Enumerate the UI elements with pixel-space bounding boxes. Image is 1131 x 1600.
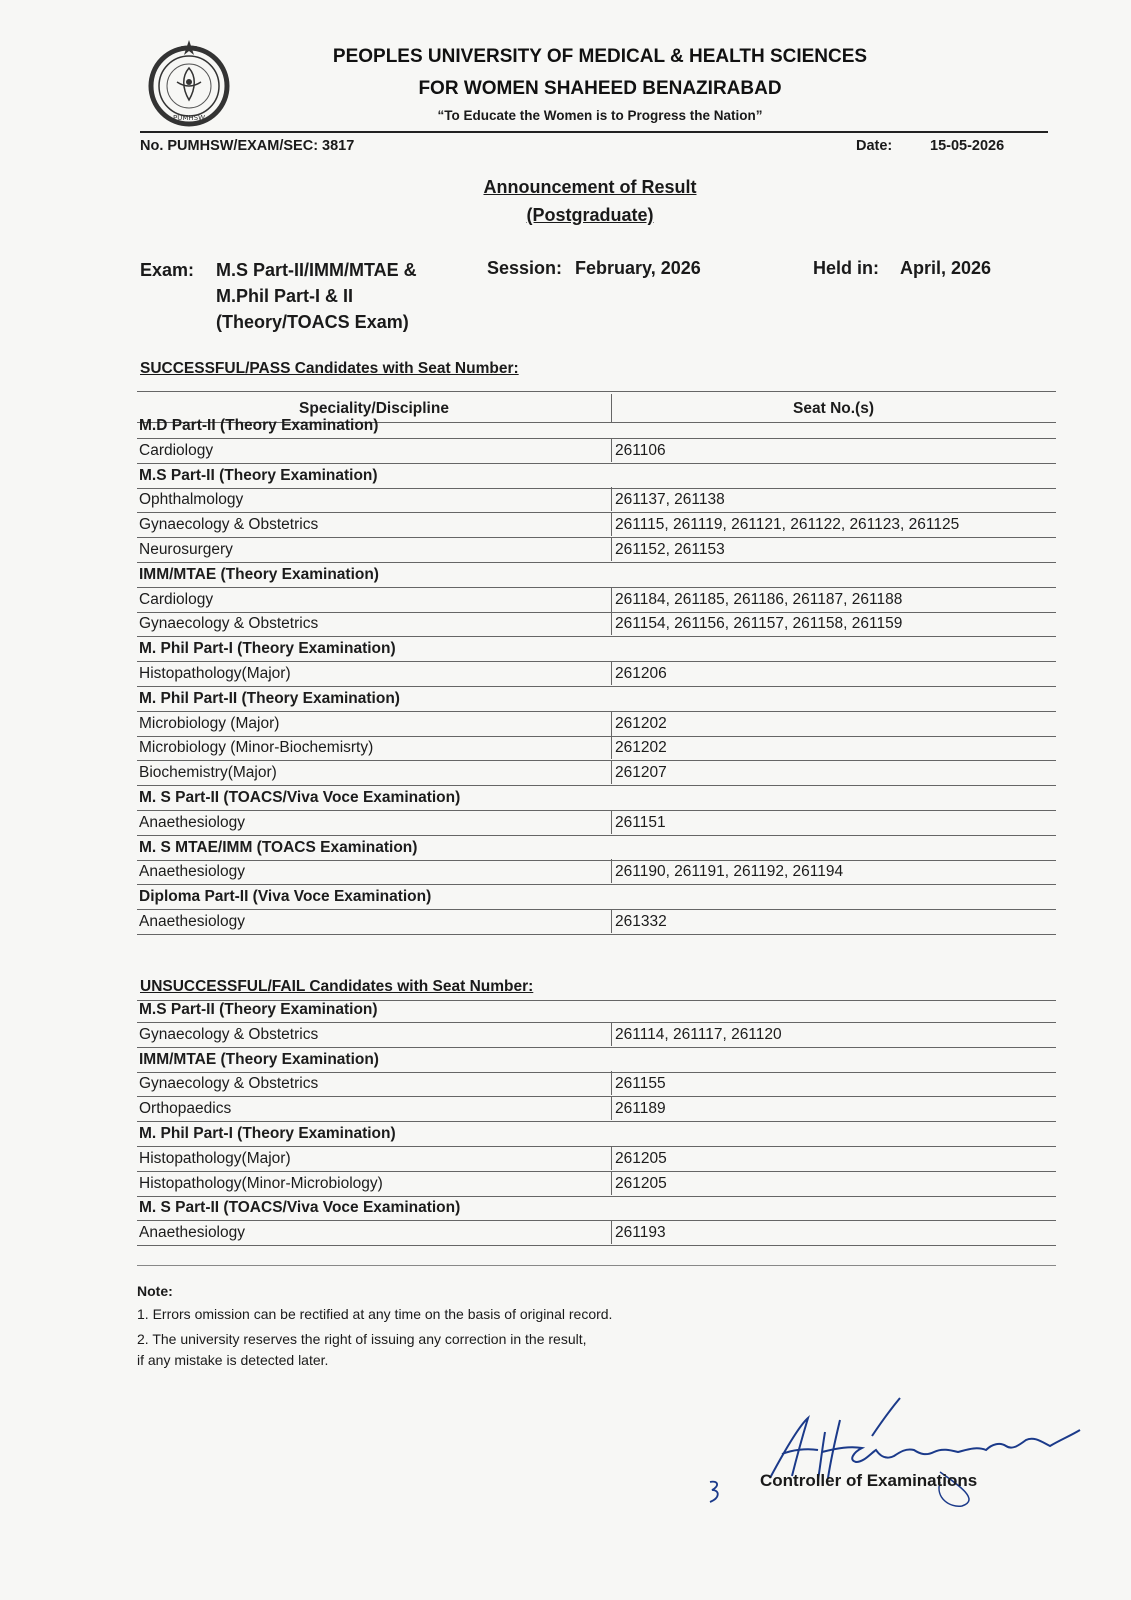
note-line-3: if any mistake is detected later. <box>137 1352 329 1368</box>
held-in-label: Held in: <box>813 258 879 278</box>
initial-mark <box>706 1478 726 1506</box>
speciality-cell: Gynaecology & Obstetrics <box>139 1075 319 1093</box>
table-row <box>137 1146 1056 1172</box>
group-heading: M.S Part-II (Theory Examination) <box>139 466 378 484</box>
seat-numbers-cell: 261205 <box>615 1174 667 1192</box>
exam-line-1: M.S Part-II/IMM/MTAE & <box>216 260 417 280</box>
reference-number: No. PUMHSW/EXAM/SEC: 3817 <box>140 138 355 154</box>
group-heading-row <box>137 835 1056 861</box>
group-heading: M. S Part-II (TOACS/Viva Voce Examination) <box>139 1199 461 1217</box>
speciality-cell: Histopathology(Major) <box>139 1149 291 1167</box>
seat-numbers-cell: 261184, 261185, 261186, 261187, 261188 <box>615 590 903 608</box>
group-heading-row <box>137 997 1056 1023</box>
pass-section-title: SUCCESSFUL/PASS Candidates with Seat Number: <box>140 360 519 377</box>
seat-numbers-cell: 261137, 261138 <box>615 491 725 509</box>
table-row <box>137 1022 1056 1048</box>
announcement-title: Announcement of Result <box>483 177 697 197</box>
group-heading: M.D Part-II (Theory Examination) <box>139 417 379 434</box>
group-heading: M. S MTAE/IMM (TOACS Examination) <box>139 838 418 856</box>
university-name-line1: PEOPLES UNIVERSITY OF MEDICAL & HEALTH SCIENCES <box>332 46 868 67</box>
university-logo-seal <box>144 38 234 128</box>
seat-numbers-cell: 261193 <box>615 1224 666 1242</box>
table-row <box>137 1171 1056 1197</box>
table-row <box>137 1220 1056 1246</box>
date-value: 15-05-2026 <box>930 138 1005 154</box>
table-row <box>137 735 1056 761</box>
group-heading-row <box>137 1195 1056 1221</box>
group-heading: M.S Part-II (Theory Examination) <box>139 1001 378 1018</box>
university-name-line2: FOR WOMEN SHAHEED BENAZIRABAD <box>418 78 782 99</box>
speciality-cell: Microbiology (Minor-Biochemisrty) <box>139 739 374 757</box>
group-heading-row <box>137 785 1056 811</box>
group-heading-row <box>137 463 1056 489</box>
speciality-cell: Anaethesiology <box>139 863 245 881</box>
date-label: Date: <box>856 138 893 154</box>
session-value: February, 2026 <box>575 258 701 278</box>
note-line-2: 2. The university reserves the right of issuing any correction in the result, <box>137 1331 587 1347</box>
seat-numbers-cell: 261202 <box>615 739 667 757</box>
speciality-cell: Biochemistry(Major) <box>139 764 277 782</box>
seat-numbers-cell: 261190, 261191, 261192, 261194 <box>615 863 844 881</box>
speciality-cell: Histopathology(Major) <box>139 665 291 682</box>
held-in-value: April, 2026 <box>900 258 992 278</box>
column-header-speciality: Speciality/Discipline <box>299 400 449 417</box>
seat-numbers-cell: 261114, 261117, 261120 <box>615 1025 782 1043</box>
seat-numbers-cell: 261205 <box>615 1149 667 1167</box>
speciality-cell: Anaethesiology <box>139 1224 245 1242</box>
table-row <box>137 487 1056 513</box>
seat-numbers-cell: 261332 <box>615 913 667 930</box>
group-heading: IMM/MTAE (Theory Examination) <box>139 1050 379 1068</box>
table-row <box>137 859 1056 885</box>
speciality-cell: Anaethesiology <box>139 913 245 930</box>
fail-section-title: UNSUCCESSFUL/FAIL Candidates with Seat Number: <box>140 978 534 995</box>
table-row <box>137 810 1056 836</box>
table-row <box>137 587 1056 613</box>
controller-signature <box>730 1390 1100 1510</box>
seat-numbers-cell: 261152, 261153 <box>615 541 725 558</box>
seat-numbers-cell: 261207 <box>615 764 667 782</box>
speciality-cell: Orthopaedics <box>139 1100 232 1118</box>
seat-numbers-cell: 261155 <box>615 1075 666 1093</box>
note-line-1: 1. Errors omission can be rectified at any time on the basis of original record. <box>137 1306 613 1322</box>
note-title: Note: <box>137 1283 173 1299</box>
announcement-subtitle: (Postgraduate) <box>526 205 654 225</box>
group-heading: Diploma Part-II (Viva Voce Examination) <box>139 888 432 906</box>
column-header-seats: Seat No.(s) <box>793 400 874 417</box>
group-heading: M. Phil Part-I (Theory Examination) <box>139 1125 396 1142</box>
table-row <box>137 1071 1056 1097</box>
table-row <box>137 1096 1056 1122</box>
group-heading-row <box>137 413 1056 439</box>
table-row <box>137 909 1056 935</box>
seat-numbers-cell: 261206 <box>615 665 667 682</box>
speciality-cell: Histopathology(Minor-Microbiology) <box>139 1174 383 1192</box>
fail-table-bottom-border <box>137 1265 1056 1266</box>
speciality-cell: Anaethesiology <box>139 813 245 831</box>
table-row <box>137 537 1056 563</box>
table-row <box>137 611 1056 637</box>
speciality-cell: Neurosurgery <box>139 541 233 558</box>
seat-numbers-cell: 261189 <box>615 1100 666 1118</box>
seat-numbers-cell: 261106 <box>615 441 666 459</box>
group-heading-row <box>137 1047 1056 1073</box>
group-heading: M. Phil Part-I (Theory Examination) <box>139 640 396 658</box>
speciality-cell: Gynaecology & Obstetrics <box>139 615 319 633</box>
logo-text: PUMHSW <box>172 114 206 122</box>
group-heading: M. Phil Part-II (Theory Examination) <box>139 689 400 707</box>
exam-line-3: (Theory/TOACS Exam) <box>216 312 409 332</box>
exam-line-2: M.Phil Part-I & II <box>216 286 354 306</box>
group-heading-row <box>137 636 1056 662</box>
speciality-cell: Microbiology (Major) <box>139 714 280 732</box>
group-heading-row <box>137 686 1056 712</box>
group-heading: IMM/MTAE (Theory Examination) <box>139 565 379 583</box>
group-heading: M. S Part-II (TOACS/Viva Voce Examination) <box>139 789 461 806</box>
speciality-cell: Gynaecology & Obstetrics <box>139 516 319 534</box>
seat-numbers-cell: 261154, 261156, 261157, 261158, 261159 <box>615 615 903 633</box>
table-row <box>137 661 1056 687</box>
seat-numbers-cell: 261115, 261119, 261121, 261122, 261123, 261125 <box>615 516 960 534</box>
header-divider <box>140 131 1048 133</box>
table-row <box>137 711 1056 737</box>
group-heading-row <box>137 884 1056 910</box>
table-row <box>137 760 1056 786</box>
speciality-cell: Ophthalmology <box>139 491 244 509</box>
session-label: Session: <box>487 258 563 278</box>
seat-numbers-cell: 261202 <box>615 714 667 732</box>
seat-numbers-cell: 261151 <box>615 813 666 831</box>
table-row <box>137 512 1056 538</box>
controller-of-examinations: Controller of Examinations <box>760 1471 978 1490</box>
speciality-cell: Cardiology <box>139 590 214 608</box>
university-motto: “To Educate the Women is to Progress the Nation” <box>437 108 763 123</box>
speciality-cell: Gynaecology & Obstetrics <box>139 1025 319 1043</box>
group-heading-row <box>137 562 1056 588</box>
group-heading-row <box>137 1121 1056 1147</box>
speciality-cell: Cardiology <box>139 441 214 459</box>
table-row <box>137 438 1056 464</box>
exam-label: Exam: <box>140 260 195 280</box>
